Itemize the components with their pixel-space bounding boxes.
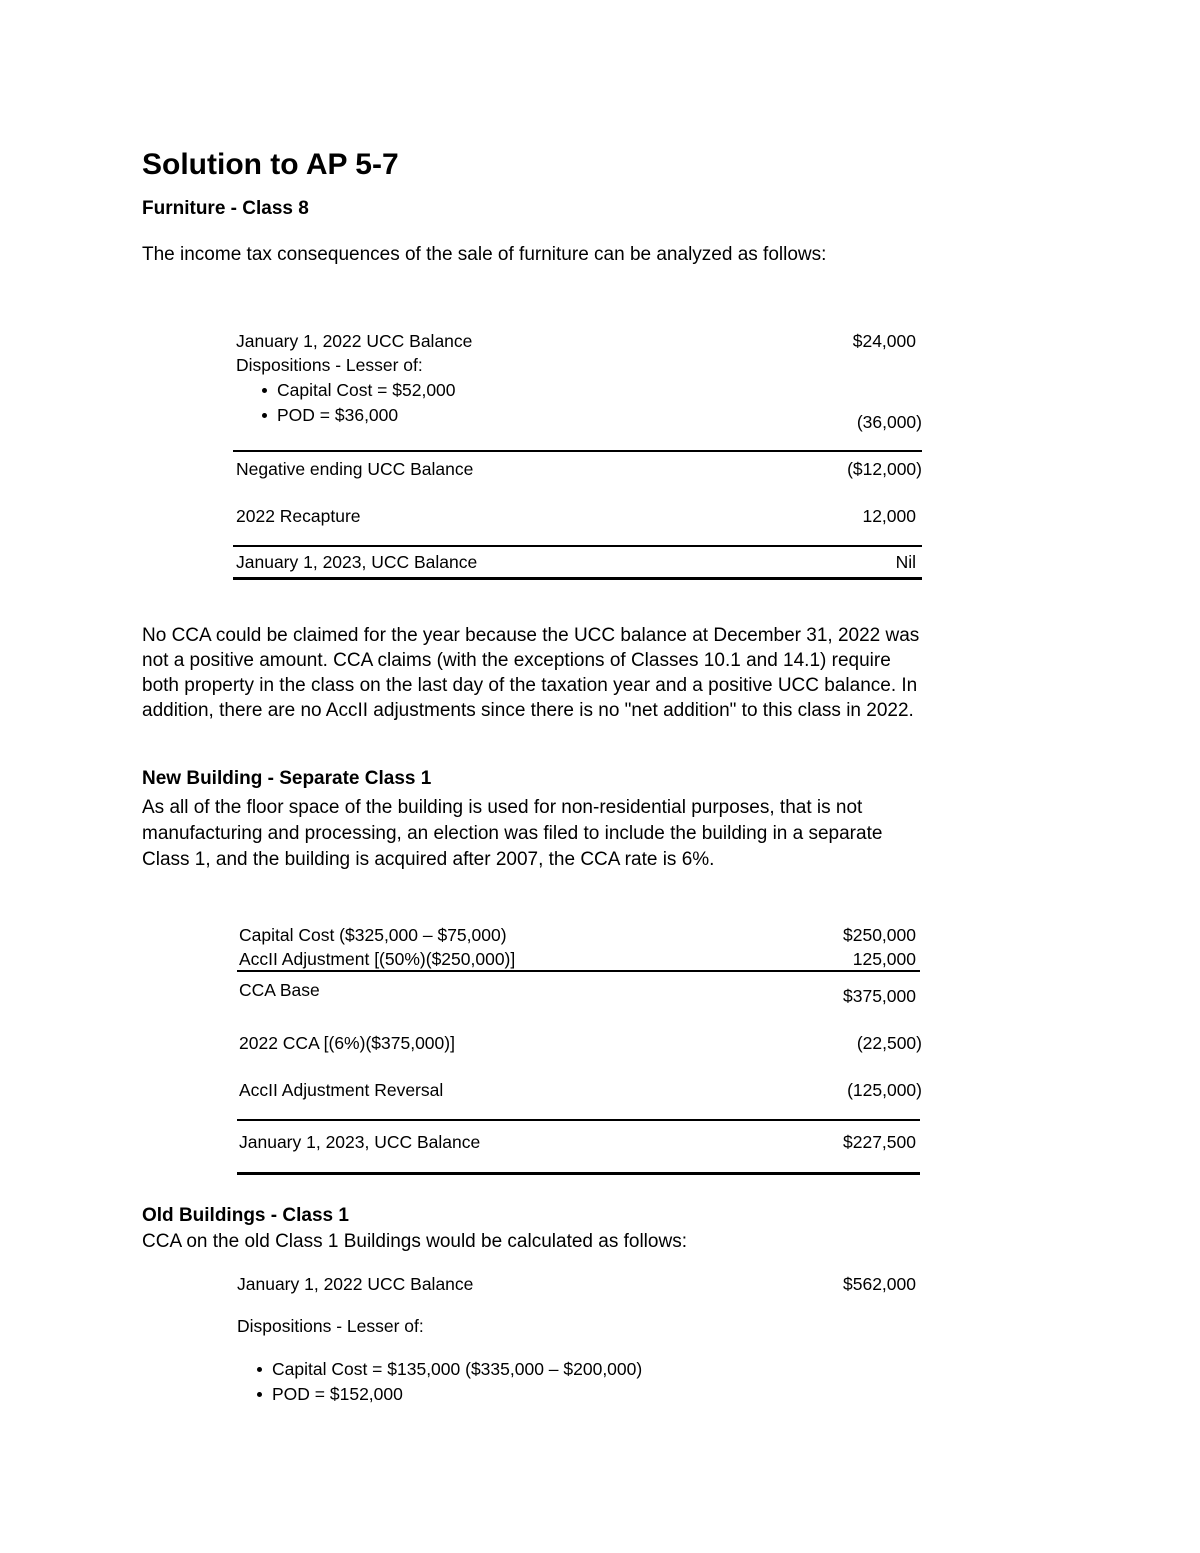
table-row-label: January 1, 2023, UCC Balance	[239, 1132, 481, 1152]
table-row-value: $24,000	[852, 331, 916, 351]
table-row-label: Negative ending UCC Balance	[236, 459, 474, 479]
table-row-label: 2022 CCA [(6%)($375,000)]	[239, 1033, 455, 1053]
divider	[237, 1119, 920, 1121]
divider	[237, 970, 920, 972]
paragraph-line: As all of the floor space of the building is used for non-residential purposes, that is not	[142, 797, 863, 818]
table-row-label: AccII Adjustment Reversal	[239, 1080, 444, 1100]
table-row-value: 12,000	[862, 506, 916, 526]
table-row-label: CCA Base	[239, 980, 320, 1000]
paragraph-line: manufacturing and processing, an election was filed to include the building in a separate	[142, 823, 883, 844]
divider	[233, 577, 922, 580]
divider	[233, 545, 922, 547]
table-row-label: January 1, 2023, UCC Balance	[236, 552, 478, 572]
table-row-value: ($12,000)	[847, 459, 922, 479]
table-row-label: January 1, 2022 UCC Balance	[236, 331, 473, 351]
old-buildings-intro: CCA on the old Class 1 Buildings would be calculated as follows:	[142, 1231, 687, 1252]
divider	[237, 1172, 920, 1175]
table-row-value: $227,500	[843, 1132, 916, 1152]
table-row-label: January 1, 2022 UCC Balance	[237, 1274, 474, 1294]
table-row-label: Capital Cost ($325,000 – $75,000)	[239, 925, 507, 945]
paragraph-line: No CCA could be claimed for the year because the UCC balance at December 31, 2022 was	[142, 625, 920, 646]
paragraph-line: addition, there are no AccII adjustments since there is no "net addition" to this class in 2022.	[142, 700, 914, 721]
list-item: POD = $36,000	[277, 405, 399, 425]
furniture-heading: Furniture - Class 8	[142, 198, 309, 219]
table-row-label: AccII Adjustment [(50%)($250,000)]	[239, 949, 516, 969]
paragraph-line: Class 1, and the building is acquired after 2007, the CCA rate is 6%.	[142, 849, 715, 870]
table-row-value: Nil	[895, 552, 916, 572]
list-item: Capital Cost = $135,000 ($335,000 – $200,000)	[272, 1359, 643, 1379]
old-buildings-heading: Old Buildings - Class 1	[142, 1205, 349, 1226]
paragraph-line: both property in the class on the last day of the taxation year and a positive UCC balance. In	[142, 675, 918, 696]
table-row-value: 125,000	[852, 949, 916, 969]
table-row-value: (36,000)	[856, 412, 922, 432]
table-row-label: Dispositions - Lesser of:	[237, 1316, 424, 1336]
divider	[233, 450, 922, 452]
table-row-value: $375,000	[843, 986, 916, 1006]
table-row-label: 2022 Recapture	[236, 506, 361, 526]
furniture-intro: The income tax consequences of the sale of furniture can be analyzed as follows:	[142, 244, 827, 265]
table-row-value: $250,000	[843, 925, 916, 945]
table-row-label: Dispositions - Lesser of:	[236, 355, 423, 375]
list-item: Capital Cost = $52,000	[277, 380, 456, 400]
list-item: POD = $152,000	[272, 1384, 403, 1404]
table-row-value: (125,000)	[847, 1080, 922, 1100]
table-row-value: $562,000	[843, 1274, 916, 1294]
new-building-heading: New Building - Separate Class 1	[142, 768, 432, 789]
page-title: Solution to AP 5-7	[142, 148, 399, 181]
paragraph-line: not a positive amount. CCA claims (with the exceptions of Classes 10.1 and 14.1) require	[142, 650, 891, 671]
table-row-value: (22,500)	[856, 1033, 922, 1053]
